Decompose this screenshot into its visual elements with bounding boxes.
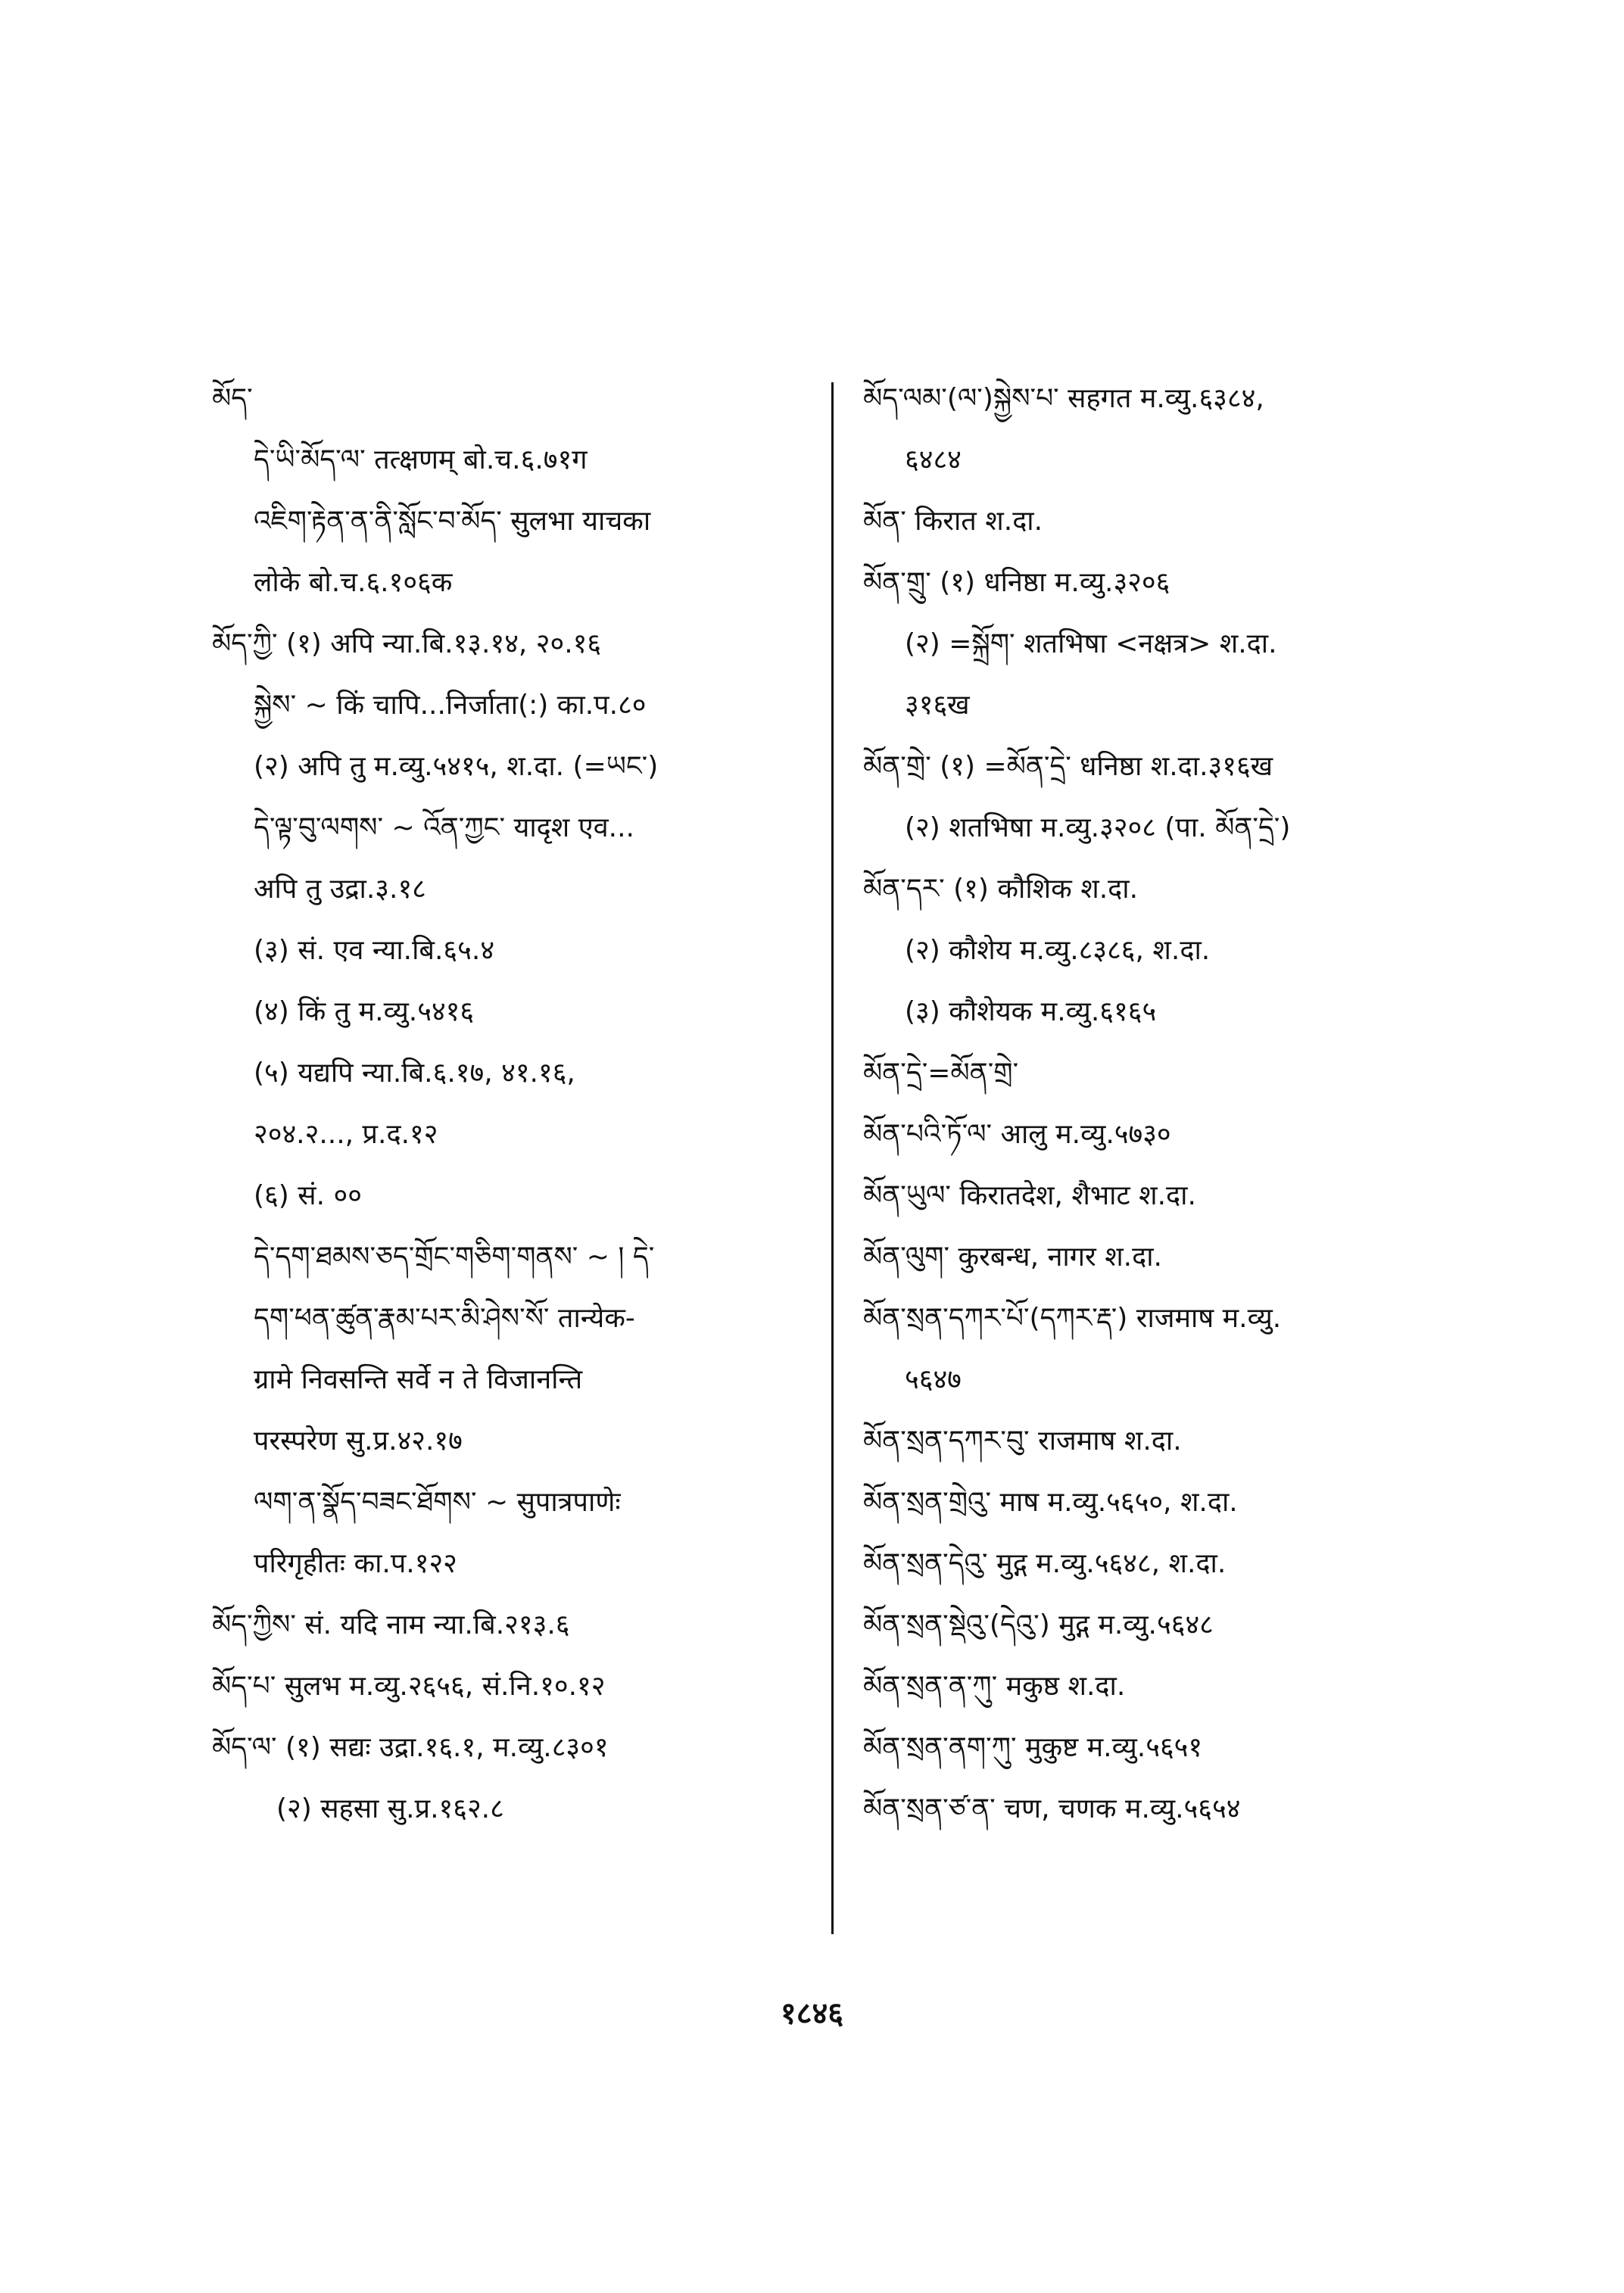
right-column: [863, 382, 1454, 1854]
dictionary-headword-line: མོན་སྲན་གྲེའུ་ माष म.व्यु.५६५०, श.दा.: [863, 1487, 1238, 1518]
dictionary-subentry-line: (२) =སྐྲོག་ शतभिषा <नक्षत्र> श.दा.: [905, 628, 1277, 659]
dictionary-subentry-line: དེ་ཡི་མོད་ལ་ तत्क्षणम् बो.च.६.७१ग: [254, 444, 588, 475]
left-column: [212, 382, 810, 1854]
dictionary-headword-line: མོན་དར་ (१) कौशिक श.दा.: [863, 874, 1139, 905]
dictionary-subentry-line: (२) सहसा सु.प्र.१६२.८: [276, 1793, 504, 1824]
dictionary-headword-line: མོད་ལ་ (१) सद्यः उद्रा.१६.१, म.व्यु.८३०१: [212, 1732, 609, 1763]
dictionary-subentry-line: (४) किं तु म.व्यु.५४१६: [254, 996, 475, 1027]
dictionary-headword-line: མོན་སྲན་དེའུ་ मुद्ग म.व्यु.५६४८, श.दा.: [863, 1548, 1227, 1579]
dictionary-headword-line: མོན་སྲན་དཀར་པོ་(དཀར་རྡ་) राजमाष म.व्यु.: [863, 1303, 1282, 1334]
dictionary-headword-line: མོན་གྲུ་ (१) धनिष्ठा म.व्यु.३२०६: [863, 567, 1170, 598]
page-number: १८४६: [780, 1996, 844, 2031]
dictionary-subentry-line: अपि तु उद्रा.३.१८: [254, 874, 426, 905]
dictionary-subentry-line: परस्परेण सु.प्र.४२.१७: [254, 1425, 463, 1456]
dictionary-subentry-line: (५) यद्यपि न्या.बि.६.१७, ४१.१६,: [254, 1058, 575, 1089]
dictionary-subentry-line: དེ་ལྟ་བུ་ལགས་ ~ འོན་ཀྱང་ यादृश एव...: [254, 812, 634, 843]
dictionary-subentry-line: (३) कौशेयक म.व्यु.६१६५: [905, 996, 1157, 1027]
dictionary-headword-line: མོན་སྲན་ནག་ཀུ་ मुकुष्ट म.व्यु.५६५१: [863, 1732, 1203, 1763]
dictionary-headword-line: མོན་སྲན་ཙ་ན་ चण, चणक म.व्यु.५६५४: [863, 1793, 1241, 1824]
dictionary-headword-line: མོད་ཀྱིས་ सं. यदि नाम न्या.बि.२१३.६: [212, 1609, 570, 1640]
dictionary-headword-line: མོན་ལུག་ कुरबन्ध, नागर श.दा.: [863, 1242, 1163, 1273]
dictionary-subentry-line: ३१६ख: [905, 690, 970, 721]
dictionary-headword-line: མོན་གྲེ་ (१) =མོན་དྲེ་ धनिष्ठा श.दा.३१६ख: [863, 751, 1273, 782]
dictionary-headword-line: མོད་ལམ་(ལ་)སྐྱེས་པ་ सहगत म.व्यु.६३८४,: [863, 383, 1264, 414]
dictionary-subentry-line: (२) शतभिषा म.व्यु.३२०८ (पा. མོན་དྲེ་): [905, 812, 1291, 843]
dictionary-subentry-line: (६) सं. ००: [254, 1180, 362, 1211]
dictionary-subentry-line: འཇིག་རྟེན་ན་ནི་སློང་བ་མོད་ सुलभा याचका: [254, 506, 651, 537]
dictionary-headword-line: མོད་པ་ सुलभ म.व्यु.२६५६, सं.नि.१०.१२: [212, 1671, 606, 1702]
dictionary-subentry-line: ६४८४: [905, 444, 962, 475]
dictionary-subentry-line: སྐྱེས་ ~ किं चापि...निर्जाता(:) का.प.८०: [254, 690, 647, 721]
dictionary-headword-line: མོད་ཀྱི་ (१) अपि न्या.बि.१३.१४, २०.१६: [212, 628, 602, 659]
dictionary-subentry-line: (२) अपि तु म.व्यु.५४१५, श.दा. (=ཡང་): [254, 751, 659, 782]
dictionary-subentry-line: དག་ཕན་ཚུན་རྣམ་པར་མི་ཤེས་སོ་ तान्येक-: [254, 1303, 635, 1334]
dictionary-headword-line: མོན་སྲན་ན་ཀུ་ मकुष्ठ श.दा.: [863, 1671, 1126, 1702]
dictionary-subentry-line: ५६४७: [905, 1364, 962, 1395]
dictionary-headword-line: མོད་: [212, 383, 253, 414]
dictionary-subentry-line: परिगृहीतः का.प.१२२: [254, 1548, 457, 1579]
dictionary-headword-line: མོན་ཡུལ་ किरातदेश, शैभाट श.दा.: [863, 1180, 1196, 1211]
dictionary-subentry-line: लोके बो.च.६.१०६क: [254, 567, 453, 598]
dictionary-headword-line: མོན་དྲེ་=མོན་གྲེ་: [863, 1058, 1019, 1089]
dictionary-subentry-line: (३) सं. एव न्या.बि.६५.४: [254, 935, 495, 966]
dictionary-subentry-line: ग्रामे निवसन्ति सर्वे न ते विजानन्ति: [254, 1364, 583, 1395]
dictionary-headword-line: མོན་སྲན་སྡེའུ་(དེའུ་) मुद्ग म.व्यु.५६४८: [863, 1609, 1214, 1640]
dictionary-subentry-line: २०४.२..., प्र.द.१२: [254, 1119, 438, 1150]
dictionary-subentry-line: ལག་ན་སྣོད་བཟང་ཐོགས་ ~ सुपात्रपाणेः: [254, 1487, 621, 1518]
dictionary-subentry-line: དེ་དག་ཐམས་ཅད་གྲོང་གཅིག་གནས་ ~ ། དེ་: [254, 1242, 655, 1273]
column-divider: [831, 382, 834, 1934]
dictionary-subentry-line: (२) कौशेय म.व्यु.८३८६, श.दा.: [905, 935, 1211, 966]
dictionary-headword-line: མོན་པའི་ཏོ་ལ་ आलु म.व्यु.५७३०: [863, 1119, 1171, 1150]
dictionary-headword-line: མོན་སྲན་དཀར་བུ་ राजमाष श.दा.: [863, 1425, 1182, 1456]
dictionary-headword-line: མོན་ किरात श.दा.: [863, 506, 1043, 537]
